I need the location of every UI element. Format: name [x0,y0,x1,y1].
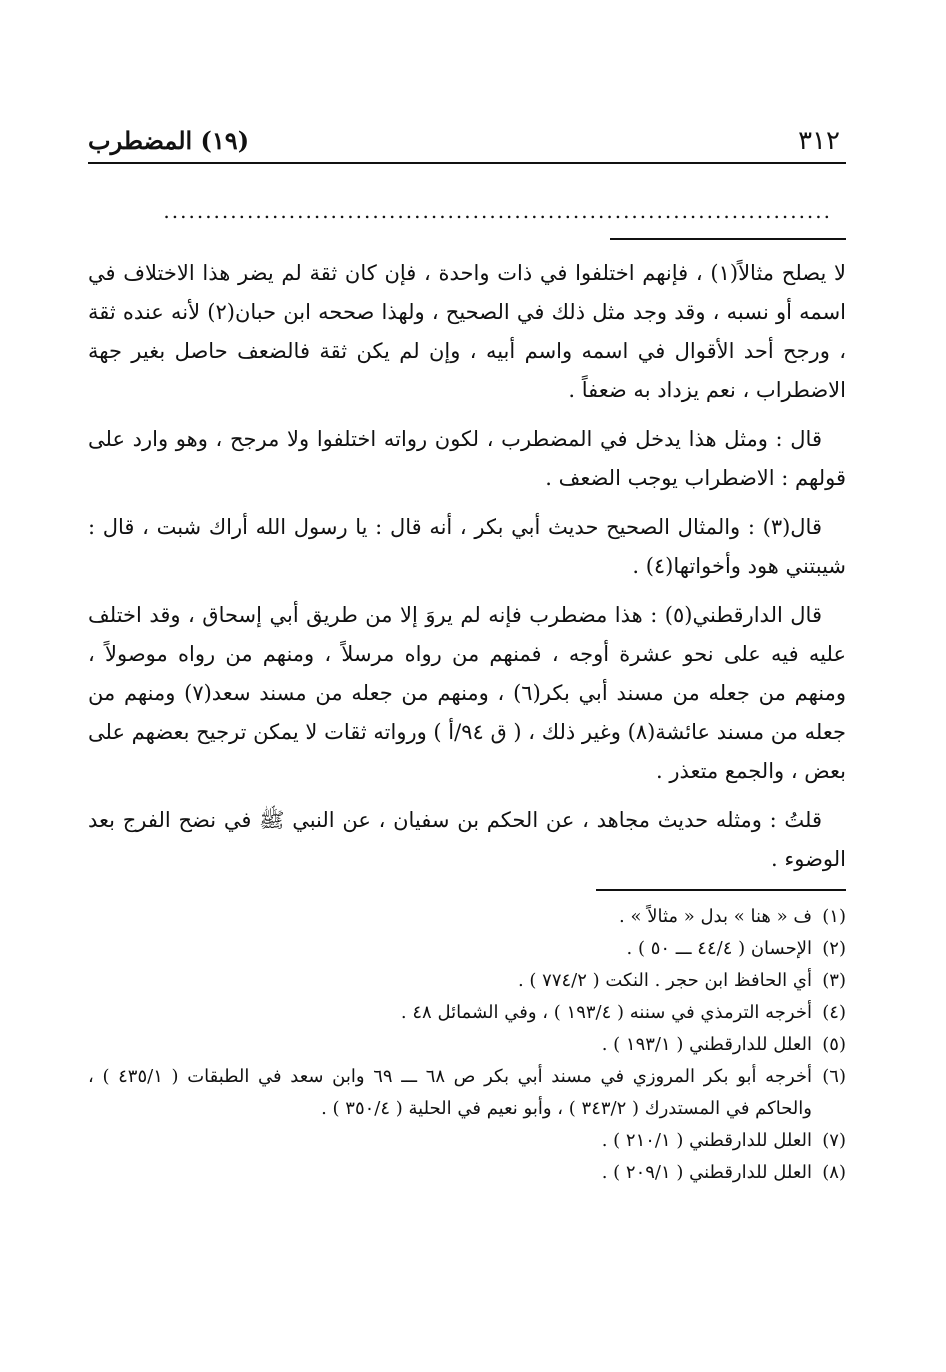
page-header [88,120,846,164]
footnote-text: ف « هنا » بدل « مثالاً » . [619,906,812,927]
book-page [88,120,846,1189]
separator-rule [610,238,846,240]
footnote-text: أخرجه أبو بكر المروزي في مسند أبي بكر ص ٦٨ ـــ ٦٩ وابن سعد في الطبقات ( ٤٣٥/١ ) ، والحاكم في المستدرك ( ٣٤٣/٢ ) ، وأبو نعيم في الحلية ( ٣٥٠/٤ ) . [88,1066,813,1119]
footnote-text: العلل للدارقطني ( ٢٠٩/١ ) . [601,1162,812,1183]
footnote-number: (٧) [822,1130,846,1151]
body-text [88,254,846,879]
paragraph: قال الدارقطني(٥) : هذا مضطرب فإنه لم يروَ إلا من طريق أبي إسحاق ، وقد اختلف عليه فيه على نحو عشرة أوجه ، فمنهم من رواه مرسلاً ، ومنهم من رواه موصولاً ، ومنهم من جعله من مسند أبي بكر(٦) ، ومنهم من جعله من مسند سعد(٧) ومنهم من جعله من مسند عائشة(٨) وغير ذلك ، ( ق ٩٤/أ ) ورواته ثقات لا يمكن ترجيح بعضهم على بعض ، والجمع متعذر . [88,603,846,783]
footnote [88,1157,846,1189]
footnote-number: (٣) [822,970,846,991]
footnote-number: (٥) [822,1034,846,1055]
footnotes [88,901,846,1189]
footnote [88,901,846,933]
footnote-number: (١) [822,906,846,927]
footnote-number: (٨) [822,1162,846,1183]
footnote [88,1061,846,1125]
footnote-text: أخرجه الترمذي في سننه ( ١٩٣/٤ ) ، وفي الشمائل ٤٨ . [400,1002,812,1023]
paragraph: قال(٣) : والمثال الصحيح حديث أبي بكر ، أنه قال : يا رسول الله أراك شبت ، قال : شيبتني هود وأخواتها(٤) . [88,515,846,578]
footnote-separator [596,889,846,891]
footnote [88,1125,846,1157]
paragraph: قال : ومثل هذا يدخل في المضطرب ، لكون رواته اختلفوا ولا مرجح ، وهو وارد على قولهم : الاضطراب يوجب الضعف . [88,427,846,490]
page-number: ٣١٢ [798,126,840,156]
paragraph: قلتُ : ومثله حديث مجاهد ، عن الحكم بن سفيان ، عن النبي ﷺ في نضح الفرج بعد الوضوء . [88,808,846,871]
footnote [88,965,846,997]
footnote-number: (٢) [822,938,846,959]
footnote-text: العلل للدارقطني ( ١٩٣/١ ) . [601,1034,812,1055]
ellipsis-line: ................................................................................ [163,199,832,223]
footnote-text: أي الحافظ ابن حجر . النكت ( ٧٧٤/٢ ) . [517,970,812,991]
footnote [88,1029,846,1061]
paragraph: لا يصلح مثالاً(١) ، فإنهم اختلفوا في ذات واحدة ، فإن كان ثقة لم يضر هذا الاختلاف في اسمه أو نسبه ، وقد وجد مثل ذلك في الصحيح ، ولهذا صححه ابن حبان(٢) لأنه عنده ثقة ، ورجح أحد الأقوال في اسمه واسم أبيه ، وإن لم يكن ثقة فالضعف حاصل بغير جهة الاضطراب ، نعم يزداد به ضعفاً . [88,261,847,402]
footnote [88,997,846,1029]
footnote [88,933,846,965]
running-title: (١٩) المضطرب [88,126,250,155]
footnote-number: (٦) [822,1066,846,1087]
footnote-text: الإحسان ( ٤٤/٤ ـــ ٥٠ ) . [626,938,812,959]
footnote-number: (٤) [822,1002,846,1023]
footnote-text: العلل للدارقطني ( ٢١٠/١ ) . [601,1130,812,1151]
